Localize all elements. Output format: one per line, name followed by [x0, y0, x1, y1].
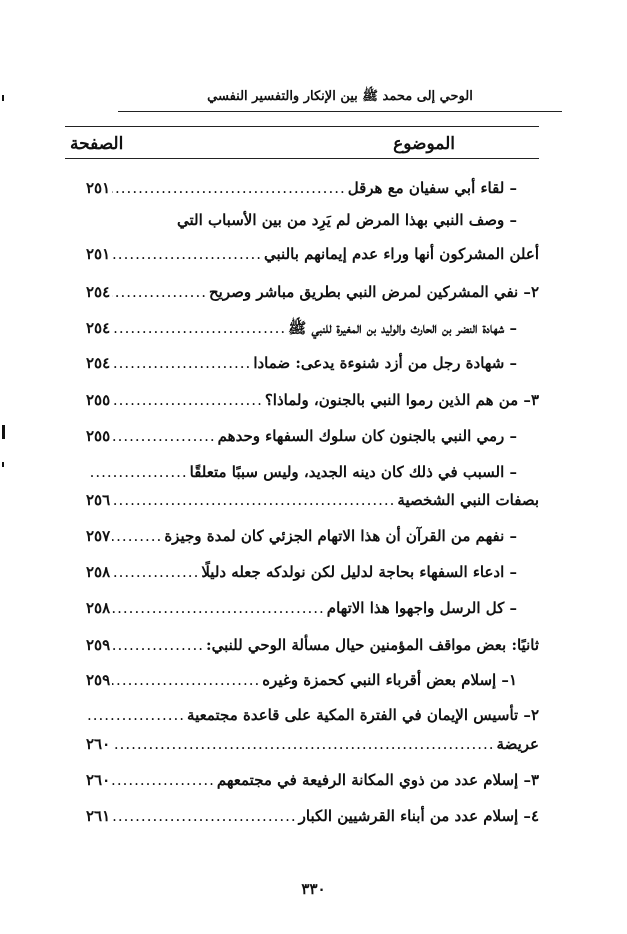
dot-leader — [112, 318, 286, 338]
toc-entry — [86, 705, 539, 725]
toc-entry-title: – لقاء أبي سفيان مع هرقل — [347, 179, 517, 197]
dot-leader — [112, 770, 215, 790]
toc-entry — [86, 178, 517, 198]
toc-entry-page: ٢٥١ — [86, 245, 111, 263]
toc-entry-title: ٤– إسلام عدد من أبناء القرشيين الكبار — [298, 807, 539, 825]
toc-entry-title: – رمي النبي بالجنون كان سلوك السفهاء وحدهم — [217, 427, 517, 445]
header-rule — [118, 111, 562, 112]
dot-leader — [112, 390, 263, 410]
toc-entry-title: – شهادة رجل من أزد شنوءة يدعى: ضمادا — [253, 354, 517, 372]
toc-entry-page: ٢٥٧ — [86, 527, 111, 545]
dot-leader — [112, 353, 251, 373]
toc-entry-page: ٢٥٤ — [86, 319, 111, 337]
dot-leader — [112, 562, 199, 582]
toc-entry — [86, 318, 517, 338]
toc-entry — [86, 462, 517, 482]
toc-entry — [86, 353, 517, 373]
dot-leader — [112, 635, 204, 655]
toc-entry-title: – وصف النبي بهذا المرض لم يَرِد من بين الأسباب التي — [176, 211, 517, 229]
dot-leader — [112, 282, 207, 302]
page-number: ٣٣٠ — [301, 880, 326, 898]
dot-leader — [112, 598, 325, 618]
toc-entry — [86, 598, 517, 618]
toc-entry — [86, 426, 517, 446]
toc-entry-page: ٢٥٨ — [86, 599, 111, 617]
toc-entry — [86, 282, 539, 302]
toc-entry-title: – شهادة النضر بن الحارث والوليد بن المغيرة للنبي ﷺ — [288, 319, 517, 337]
dot-leader — [112, 526, 162, 546]
toc-entry — [86, 670, 517, 690]
dot-leader — [88, 705, 185, 725]
toc-entry-title: ٢– نفي المشركين لمرض النبي بطريق مباشر وصريح — [208, 283, 539, 301]
toc-entry-title: – ادعاء السفهاء بحاجة لدليل لكن نولدكه جعله دليلًا — [201, 563, 517, 581]
toc-entry-page: ٢٥٩ — [86, 636, 111, 654]
toc-entry — [86, 770, 539, 790]
dot-leader — [112, 244, 262, 264]
toc-entry-page: ٢٥٥ — [86, 391, 111, 409]
page-column-heading: الصفحة — [70, 134, 124, 154]
toc-entry-page: ٢٥٥ — [86, 427, 111, 445]
dot-leader — [88, 462, 188, 482]
toc-entry-title: ١– إسلام بعض أقرباء النبي كحمزة وغيره — [262, 671, 517, 689]
toc-entry — [86, 244, 539, 264]
running-header: الوحي إلى محمد ﷺ بين الإنكار والتفسير النفسي — [207, 89, 473, 104]
margin-speck-low — [2, 462, 4, 467]
toc-entry — [86, 390, 539, 410]
dot-leader — [112, 670, 260, 690]
toc-entry — [86, 562, 517, 582]
toc-entry-title: عريضة — [496, 735, 539, 753]
toc-entry-title: – نفهم من القرآن أن هذا الاتهام الجزئي كان لمدة وجيزة — [164, 527, 517, 545]
toc-entry-title: – السبب في ذلك كان دينه الجديد، وليس سببًا متعلقًا — [189, 463, 517, 481]
toc-entry-title: ٢– تأسيس الإيمان في الفترة المكية على قاعدة مجتمعية — [187, 706, 539, 724]
toc-entry — [86, 526, 517, 546]
toc-entry-page: ٢٦٠ — [86, 771, 111, 789]
toc-entry-title: ٣– إسلام عدد من ذوي المكانة الرفيعة في مجتمعهم — [216, 771, 539, 789]
toc-entry-page: ٢٦٠ — [86, 735, 111, 753]
margin-speck-mid — [2, 425, 5, 439]
toc-entry — [86, 490, 539, 510]
toc-entry-title: أعلن المشركون أنها وراء عدم إيمانهم بالنبي — [264, 245, 539, 263]
toc-entry-page: ٢٥٤ — [86, 354, 111, 372]
toc-entry-page: ٢٥٦ — [86, 491, 111, 509]
toc-entry — [86, 635, 539, 655]
toc-entry-title: ثانيًا: بعض مواقف المؤمنين حيال مسألة الوحي للنبي: — [206, 636, 539, 654]
toc-entry-title: – كل الرسل واجهوا هذا الاتهام — [326, 599, 517, 617]
table-header-rule — [65, 158, 539, 159]
dot-leader — [112, 490, 395, 510]
toc-entry-page: ٢٥١ — [86, 179, 111, 197]
margin-speck-top — [2, 95, 4, 101]
dot-leader — [112, 426, 216, 446]
toc-entry — [86, 806, 539, 826]
toc-entry-title: بصفات النبي الشخصية — [397, 491, 539, 509]
toc-entry-page: ٢٥٤ — [86, 283, 111, 301]
dot-leader — [112, 178, 346, 198]
toc-entry-page: ٢٦١ — [86, 807, 111, 825]
toc-entry-page: ٢٥٩ — [86, 671, 111, 689]
table-top-rule — [65, 126, 539, 127]
dot-leader — [112, 734, 494, 754]
toc-entry — [86, 734, 539, 754]
toc-entry-title: ٣– من هم الذين رموا النبي بالجنون، ولماذا؟ — [264, 391, 539, 409]
dot-leader — [112, 806, 297, 826]
toc-entry-page: ٢٥٨ — [86, 563, 111, 581]
subject-column-heading: الموضوع — [393, 134, 455, 154]
